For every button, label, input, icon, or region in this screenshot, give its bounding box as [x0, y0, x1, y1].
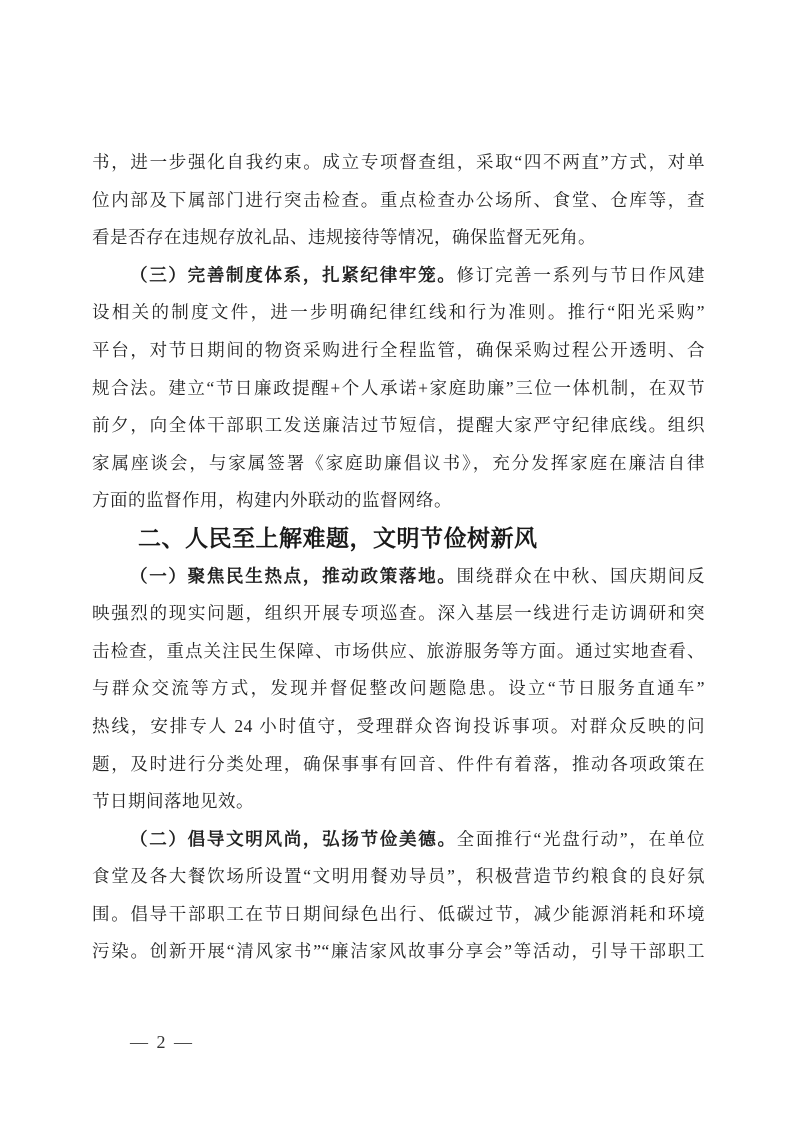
body-text: 围。倡导干部职工在节日期间绿色出行、低碳过节，减少能源消耗和环境	[92, 903, 705, 924]
text-line	[92, 294, 705, 332]
body-text: 设相关的制度文件，进一步明确纪律红线和行为准则。推行“阳光采购”	[92, 302, 705, 323]
body-text: 围绕群众在中秋、国庆期间反	[456, 565, 705, 586]
emphasis-text: 二、人民至上解难题，文明节俭树新风	[138, 524, 538, 551]
page-number: — 2 —	[130, 1032, 194, 1052]
body-text: 前夕，向全体干部职工发送廉洁过节短信，提醒大家严守纪律底线。组织	[92, 415, 705, 436]
text-line	[92, 896, 705, 934]
text-line	[92, 332, 705, 370]
text-line	[92, 783, 705, 821]
emphasis-text: （三）完善制度体系，扎紧纪律牢笼。	[130, 264, 457, 285]
emphasis-text: （二）倡导文明风尚，弘扬节俭美德。	[130, 828, 457, 849]
body-text: 家属座谈会，与家属签署《家庭助廉倡议书》，充分发挥家庭在廉洁自律	[92, 452, 705, 473]
body-text: 污染。创新开展“清风家书”“廉洁家风故事分享会”等活动，引导干部职工	[92, 941, 705, 962]
body-text: 书，进一步强化自我约束。成立专项督查组，采取“四不两直”方式，对单	[92, 152, 705, 172]
text-line	[92, 482, 705, 520]
body-text: 热线，安排专人 24 小时值守，受理群众咨询投诉事项。对群众反映的问	[92, 715, 705, 736]
document-body	[92, 144, 705, 971]
body-text: 方面的监督作用，构建内外联动的监督网络。	[92, 490, 452, 511]
text-line	[92, 746, 705, 784]
body-text: 看是否存在违规存放礼品、违规接待等情况，确保监督无死角。	[92, 227, 596, 248]
text-line	[92, 933, 705, 971]
text-line	[92, 821, 705, 859]
text-line	[92, 144, 705, 182]
text-line	[92, 219, 705, 257]
text-line	[92, 595, 705, 633]
body-text: 规合法。建立“节日廉政提醒+个人承诺+家庭助廉”三位一体机制，在双节	[92, 377, 705, 398]
emphasis-text: （一）聚焦民生热点，推动政策落地。	[130, 565, 457, 586]
body-text: 平台，对节日期间的物资采购进行全程监管，确保采购过程公开透明、合	[92, 339, 705, 360]
text-line	[92, 670, 705, 708]
text-line	[92, 407, 705, 445]
text-line	[92, 445, 705, 483]
body-text: 映强烈的现实问题，组织开展专项巡查。深入基层一线进行走访调研和突	[92, 603, 705, 624]
text-line	[92, 370, 705, 408]
text-line	[92, 182, 705, 220]
text-line	[92, 708, 705, 746]
body-text: 食堂及各大餐饮场所设置“文明用餐劝导员”，积极营造节约粮食的良好氛	[92, 866, 705, 887]
text-line	[92, 858, 705, 896]
text-line	[92, 558, 705, 596]
body-text: 位内部及下属部门进行突击检查。重点检查办公场所、食堂、仓库等，查	[92, 189, 705, 210]
text-line	[92, 257, 705, 295]
body-text: 击检查，重点关注民生保障、市场供应、旅游服务等方面。通过实地查看、	[92, 640, 705, 661]
body-text: 题，及时进行分类处理，确保事事有回音、件件有着落，推动各项政策在	[92, 753, 705, 774]
section-heading	[92, 520, 705, 558]
text-line	[92, 633, 705, 671]
body-text: 与群众交流等方式，发现并督促整改问题隐患。设立“节日服务直通车”	[92, 678, 705, 699]
body-text: 修订完善一系列与节日作风建	[456, 264, 705, 285]
body-text: 全面推行“光盘行动”，在单位	[456, 828, 705, 849]
body-text: 节日期间落地见效。	[92, 791, 254, 812]
